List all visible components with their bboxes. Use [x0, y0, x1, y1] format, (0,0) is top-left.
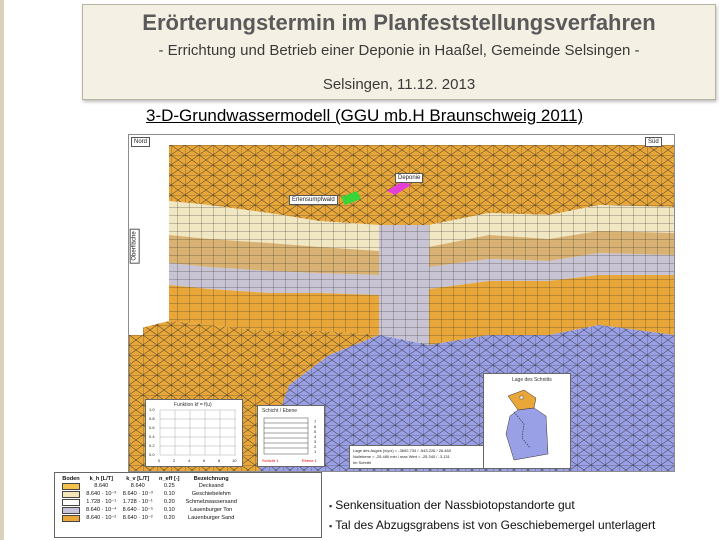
legend-n: 0.20: [163, 515, 175, 522]
label-deponie: Deponie: [395, 173, 423, 183]
xtick: 4: [188, 458, 191, 463]
bullet-icon: ▪: [329, 501, 333, 511]
xtick: 6: [203, 458, 206, 463]
legend-n: 0.25: [163, 483, 175, 490]
layer-number: 7: [314, 419, 317, 424]
inset-schicht-title: Schicht / Ebene: [262, 408, 298, 414]
ytick: 0.8: [149, 416, 155, 421]
legend-row: [59, 515, 240, 523]
layer-number: 1: [314, 449, 317, 454]
legend-row: [59, 499, 240, 507]
legend-kh: 1.728 · 10⁻¹: [86, 499, 117, 506]
xtick: 2: [173, 458, 176, 463]
label-side-axis: Oberfläche: [130, 228, 140, 263]
bullet-item: [329, 516, 655, 536]
legend-row: [59, 491, 240, 499]
slide-subtitle: - Errichtung und Betrieb einer Deponie in Haaßel, Gemeinde Selsingen -: [158, 42, 640, 59]
legend-header: k_h [L/T]: [89, 476, 113, 482]
legend-n: 0.10: [163, 491, 175, 498]
ebene-footer: Ebene 1: [302, 458, 317, 463]
ytick: 0.6: [149, 425, 155, 430]
inset-function-grid: [146, 400, 242, 466]
legend-kh: 8.640 · 10⁻³: [86, 491, 117, 498]
layer-number: 4: [314, 434, 317, 439]
legend-kv: 8.640 · 10⁻²: [122, 515, 153, 522]
legend-n: 0.10: [163, 507, 175, 514]
legend-name: Lauenburger Ton: [190, 507, 233, 514]
soil-swatch: [62, 515, 80, 522]
layer-number: 2: [314, 444, 317, 449]
legend-name: Decksand: [198, 483, 224, 490]
legend-kv: 1.728 · 10⁻¹: [122, 499, 153, 506]
legend-kv: 8.640 · 10⁻³: [122, 491, 153, 498]
inset-location-map: [483, 373, 571, 469]
bullet-text: Senkensituation der Nassbiotopstandorte gut: [335, 498, 575, 512]
layer-number: 3: [314, 439, 317, 444]
legend-row: [59, 507, 240, 515]
groundwater-model-figure: [128, 134, 675, 472]
inset-function-chart: [145, 399, 243, 467]
soil-swatch: [62, 499, 80, 506]
info-line: Nullebene = -25.480 min / max Wert = -25.340 / -3.131: [353, 454, 450, 459]
legend-header: n_eff [-]: [159, 476, 180, 482]
slide-accent-bar: [0, 0, 4, 540]
soil-legend-table: [54, 472, 322, 538]
ytick: 0.0: [149, 452, 155, 457]
xtick: 0: [158, 458, 161, 463]
legend-kh: 8.640: [94, 483, 109, 490]
schicht-footer: Schicht 1: [262, 458, 279, 463]
legend-n: 0.20: [163, 499, 175, 506]
slide-dateline: Selsingen, 11.12. 2013: [322, 76, 476, 93]
legend-name: Geschiebelehm: [191, 491, 231, 498]
layer-number: 6: [314, 424, 317, 429]
soil-swatch: [62, 507, 80, 514]
legend-kh: 8.640 · 10⁻²: [86, 515, 117, 522]
info-line: Im Schnitt: [353, 460, 371, 465]
info-line: Lage des Auges (x/y/z) = -3692.734 / -543.226 / 26.460: [353, 448, 451, 453]
soil-swatch: [62, 483, 80, 490]
bullet-item: [329, 496, 655, 516]
legend-header: Bezeichnung: [193, 476, 229, 482]
layer-number: 5: [314, 429, 317, 434]
ytick: 0.2: [149, 443, 155, 448]
legend-kv: 8.640 · 10⁻⁵: [122, 507, 154, 514]
bullet-icon: ▪: [329, 521, 333, 531]
label-nord: Nord: [131, 137, 150, 147]
legend-kh: 8.640 · 10⁻⁴: [86, 507, 117, 514]
bullet-text: Tal des Abzugsgrabens ist von Geschiebemergel unterlagert: [335, 518, 656, 532]
ytick: 0.4: [149, 434, 155, 439]
slide-title: Erörterungstermin im Planfeststellungsverfahren: [142, 10, 656, 35]
legend-kv: 8.640: [130, 483, 145, 490]
section-heading: 3-D-Grundwassermodell (GGU mb.H Braunschweig 2011): [146, 106, 584, 125]
ytick: 1.0: [149, 407, 155, 412]
inset-schicht-ebene: [257, 405, 325, 467]
xtick: 8: [218, 458, 221, 463]
legend-name: Lauenburger Sand: [188, 515, 235, 522]
legend-header: Boden: [62, 476, 80, 482]
inset-map-drawing: [484, 374, 570, 468]
inset-map-title: Lage des Schnitts: [512, 377, 552, 383]
soil-swatch: [62, 491, 80, 498]
title-banner: [82, 4, 716, 100]
legend-header: k_v [L/T]: [126, 476, 150, 482]
xtick: 10: [232, 458, 237, 463]
label-erlensumpfwald: Erlensumpfwald: [289, 195, 338, 205]
bullet-list: [329, 496, 655, 536]
label-sued: Süd: [645, 137, 662, 147]
legend-name: Schmelzwassersand: [185, 499, 237, 506]
legend-row: [59, 483, 240, 491]
inset-function-title: Funktion kf = f(u): [174, 402, 212, 408]
